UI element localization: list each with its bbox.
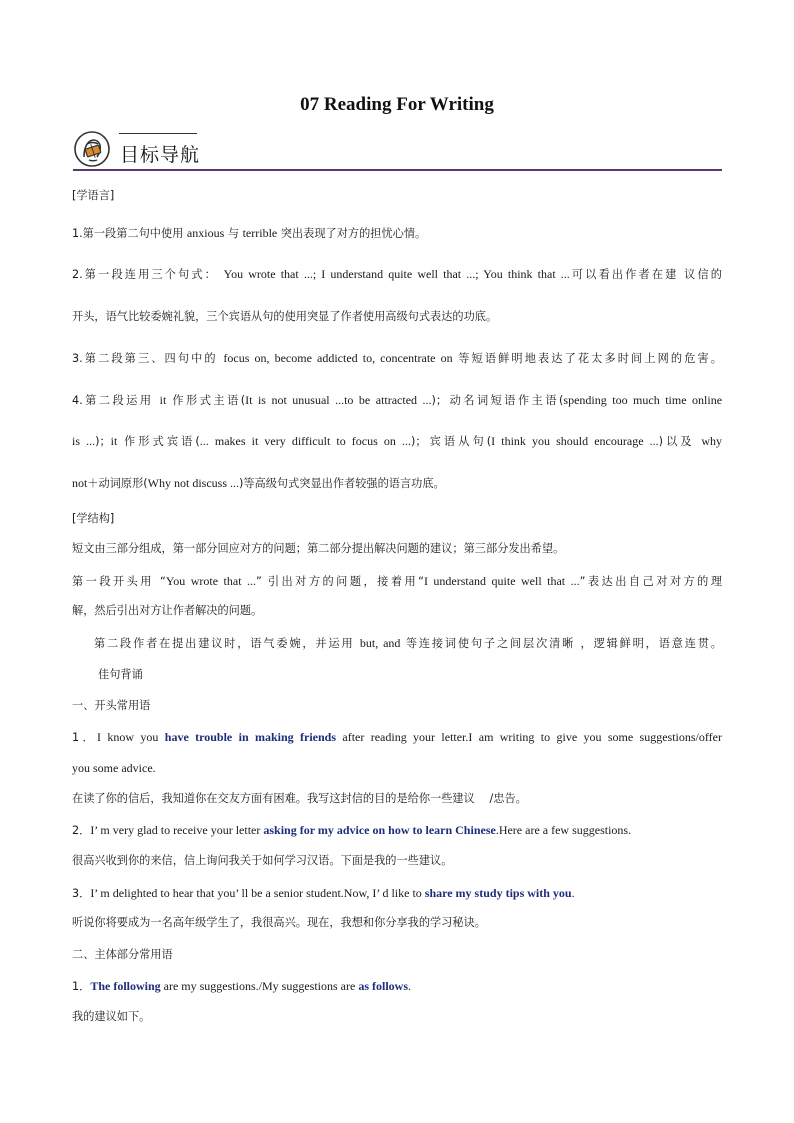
- text-span: but, and: [359, 636, 401, 650]
- text-span: 听说你将要成为一名高年级学生了，我很高兴。现在，我想和你分享我的学习秘诀。: [72, 916, 486, 929]
- highlighted-phrase: share my study tips with you: [424, 886, 572, 900]
- text-line: [98, 668, 722, 682]
- text-span: is ...: [72, 434, 96, 448]
- highlighted-phrase: as follows: [358, 979, 408, 993]
- text-line: [72, 434, 722, 449]
- text-span: 等短语鲜明地表达了花太多时间上网的危害。: [452, 352, 722, 365]
- text-span: not: [72, 476, 88, 490]
- text-span: 作形式主语(: [166, 394, 246, 407]
- text-span: 与: [224, 227, 243, 240]
- text-span: 第一段开头用 “: [72, 575, 166, 588]
- text-line: [72, 351, 722, 366]
- text-span: )；动名词短语作主语(: [431, 394, 564, 407]
- text-line: [72, 854, 722, 868]
- text-span: 1.第一段第二句中使用: [72, 227, 187, 240]
- text-span: 第二段作者在提出建议时，语气委婉，并运用: [94, 637, 360, 650]
- text-span: 在读了你的信后，我知道你在交友方面有困难。我写这封信的目的是给你一些建议 /忠告。: [72, 792, 527, 805]
- text-span: 我的建议如下。: [72, 1010, 151, 1023]
- text-line: [72, 604, 722, 618]
- text-span: after reading your letter.I am writing to give you some suggestions/offer: [336, 730, 722, 744]
- text-span: ＋动词原形(: [87, 477, 148, 490]
- text-line: [72, 226, 722, 241]
- text-span: anxious: [186, 226, 225, 240]
- text-span: .: [571, 886, 575, 900]
- text-line: [72, 393, 722, 408]
- highlighted-phrase: asking for my advice on how to learn Chinese: [263, 823, 496, 837]
- text-span: 3.第二段第三、四句中的: [72, 352, 224, 365]
- text-span: I’ m very glad to receive your letter: [90, 823, 264, 837]
- text-span: You wrote that ...; I understand quite well that ...; You think that ...: [223, 267, 570, 281]
- text-line: [72, 1010, 722, 1024]
- text-line: [72, 699, 722, 713]
- banner-label: 目标导航: [120, 144, 201, 166]
- text-line: [72, 476, 722, 491]
- text-span: terrible: [242, 226, 278, 240]
- highlighted-phrase: The following: [90, 979, 161, 993]
- text-span: 2.第一段连用三个句式：: [72, 268, 224, 281]
- text-span: I know you: [97, 730, 165, 744]
- text-span: 短文由三部分组成，第一部分回应对方的问题；第二部分提出解决问题的建议；第三部分发出希望。: [72, 542, 565, 555]
- text-span: why: [701, 434, 723, 448]
- text-line: [72, 886, 722, 901]
- section-banner: [73, 128, 722, 174]
- text-span: 作形式宾语(: [117, 435, 200, 448]
- text-span: You wrote that ...: [165, 574, 257, 588]
- text-span: spending too much time online: [563, 393, 723, 407]
- text-span: .Here are a few suggestions.: [495, 823, 632, 837]
- text-span: It is not unusual ...to be attracted ...: [245, 393, 432, 407]
- text-line: [72, 267, 722, 282]
- text-line: [72, 823, 722, 838]
- text-line: [72, 512, 722, 526]
- text-line: [72, 979, 722, 994]
- text-span: are my suggestions./My suggestions are: [160, 979, 359, 993]
- text-span: )；: [95, 435, 111, 448]
- text-line: [72, 310, 722, 324]
- text-span: 1．: [72, 731, 98, 744]
- text-span: I’ m delighted to hear that you’ ll be a senior student.Now, I’ d like to: [90, 886, 425, 900]
- highlighted-phrase: have trouble in making friends: [164, 730, 337, 744]
- text-line: [94, 636, 722, 651]
- text-span: 可以看出作者在建 议信的: [569, 268, 722, 281]
- text-span: 4.第二段运用: [72, 394, 160, 407]
- text-span: I think you should encourage ...: [491, 434, 659, 448]
- text-line: [72, 542, 722, 556]
- text-line: [72, 574, 722, 589]
- text-span: [学结构]: [72, 512, 115, 525]
- text-span: 二、主体部分常用语: [72, 948, 173, 961]
- text-line: [72, 792, 722, 806]
- text-line: [72, 730, 722, 745]
- text-span: focus on, become addicted to, concentrate on: [223, 351, 453, 365]
- text-span: ” 引出对方的问题，接着用“: [256, 575, 424, 588]
- text-span: 3．: [72, 887, 91, 900]
- text-span: I understand quite well that ...: [423, 574, 580, 588]
- text-span: 很高兴收到你的来信，信上询问我关于如何学习汉语。下面是我的一些建议。: [72, 854, 453, 867]
- text-line: [72, 761, 722, 776]
- text-span: you some advice.: [72, 761, 156, 775]
- text-span: )；宾语从句(: [411, 435, 492, 448]
- text-span: it: [159, 393, 167, 407]
- text-span: [学语言]: [72, 189, 115, 202]
- banner-top-rule: [119, 133, 197, 134]
- page-title: 07 Reading For Writing: [300, 94, 494, 115]
- banner-underline: [73, 169, 722, 171]
- text-span: 解，然后引出对方让作者解决的问题。: [72, 604, 263, 617]
- text-span: 1．: [72, 980, 91, 993]
- student-reading-icon: [73, 130, 111, 168]
- text-span: 突出表现了对方的担忧心情。: [277, 227, 427, 240]
- text-span: 等连接词使句子之间层次清晰 ，逻辑鲜明，语意连贯。: [400, 637, 722, 650]
- text-span: it: [110, 434, 118, 448]
- text-line: [72, 916, 722, 930]
- text-span: 开头，语气比较委婉礼貌，三个宾语从句的使用突显了作者使用高级句式表达的功底。: [72, 310, 498, 323]
- text-line: [72, 189, 722, 203]
- text-span: )等高级句式突显出作者较强的语言功底。: [239, 477, 445, 490]
- text-span: 一、开头常用语: [72, 699, 151, 712]
- text-span: 佳句背诵: [98, 668, 143, 681]
- text-span: )以及: [658, 435, 702, 448]
- text-span: 2．: [72, 824, 91, 837]
- text-span: .: [407, 979, 411, 993]
- text-span: ... makes it very difficult to focus on ...: [199, 434, 411, 448]
- text-span: ”表达出自己对对方的理: [579, 575, 723, 588]
- text-span: Why not discuss ...: [147, 476, 239, 490]
- text-line: [72, 948, 722, 962]
